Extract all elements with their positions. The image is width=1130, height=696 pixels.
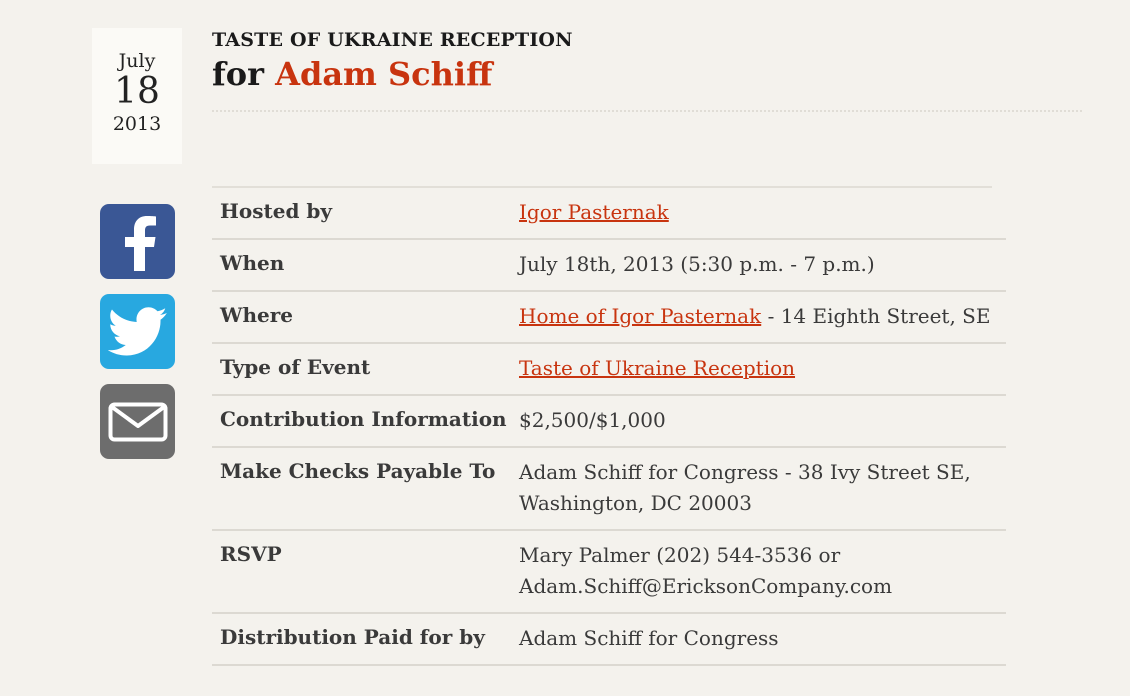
rsvp-label: RSVP <box>220 542 282 566</box>
hosted-by-value <box>519 197 1006 228</box>
email-share-button[interactable] <box>100 384 175 459</box>
when-label: When <box>220 251 285 275</box>
table-row <box>212 292 1006 344</box>
when-value: July 18th, 2013 (5:30 p.m. - 7 p.m.) <box>519 252 875 276</box>
event-subtitle <box>212 52 1082 96</box>
facebook-icon <box>115 213 161 271</box>
venue-link[interactable]: Home of Igor Pasternak <box>519 304 762 328</box>
distribution-value: Adam Schiff for Congress <box>519 626 779 650</box>
header-divider <box>212 110 1082 112</box>
where-value <box>519 301 1006 332</box>
checks-payable-label: Make Checks Payable To <box>220 459 496 483</box>
twitter-share-button[interactable] <box>100 294 175 369</box>
table-row <box>212 614 1006 666</box>
event-header <box>212 28 1082 96</box>
table-row <box>212 344 1006 396</box>
for-word: for <box>212 55 264 93</box>
facebook-share-button[interactable] <box>100 204 175 279</box>
event-title: TASTE OF UKRAINE RECEPTION <box>212 29 573 51</box>
where-label: Where <box>220 303 293 327</box>
distribution-label: Distribution Paid for by <box>220 625 485 649</box>
checks-payable-value <box>519 457 1006 519</box>
date-year: 2013 <box>112 113 162 135</box>
table-row <box>212 188 1006 240</box>
checks-payable-line2: Washington, DC 20003 <box>519 491 752 515</box>
table-row <box>212 240 1006 292</box>
rsvp-value <box>519 540 1006 602</box>
table-row <box>212 396 1006 448</box>
event-type-value <box>519 353 1006 384</box>
event-details-table <box>212 186 1006 666</box>
hosted-by-label: Hosted by <box>220 199 333 223</box>
table-row <box>212 448 1006 531</box>
checks-payable-line1: Adam Schiff for Congress - 38 Ivy Street SE, <box>519 460 971 484</box>
social-share-bar <box>100 204 175 474</box>
contribution-value: $2,500/$1,000 <box>519 408 666 432</box>
event-type-link[interactable]: Taste of Ukraine Reception <box>519 356 796 380</box>
event-type-label: Type of Event <box>220 355 371 379</box>
venue-address: - 14 Eighth Street, SE <box>761 304 991 328</box>
date-badge <box>92 28 182 164</box>
date-month: July <box>118 50 156 72</box>
table-row <box>212 531 1006 614</box>
twitter-icon <box>108 307 168 357</box>
rsvp-line2: Adam.Schiff@EricksonCompany.com <box>519 574 893 598</box>
candidate-name: Adam Schiff <box>275 55 493 93</box>
contribution-label: Contribution Information <box>220 407 507 431</box>
rsvp-line1: Mary Palmer (202) 544-3536 or <box>519 543 841 567</box>
envelope-icon <box>108 402 168 442</box>
date-day: 18 <box>114 71 160 112</box>
host-link[interactable]: Igor Pasternak <box>519 200 669 224</box>
